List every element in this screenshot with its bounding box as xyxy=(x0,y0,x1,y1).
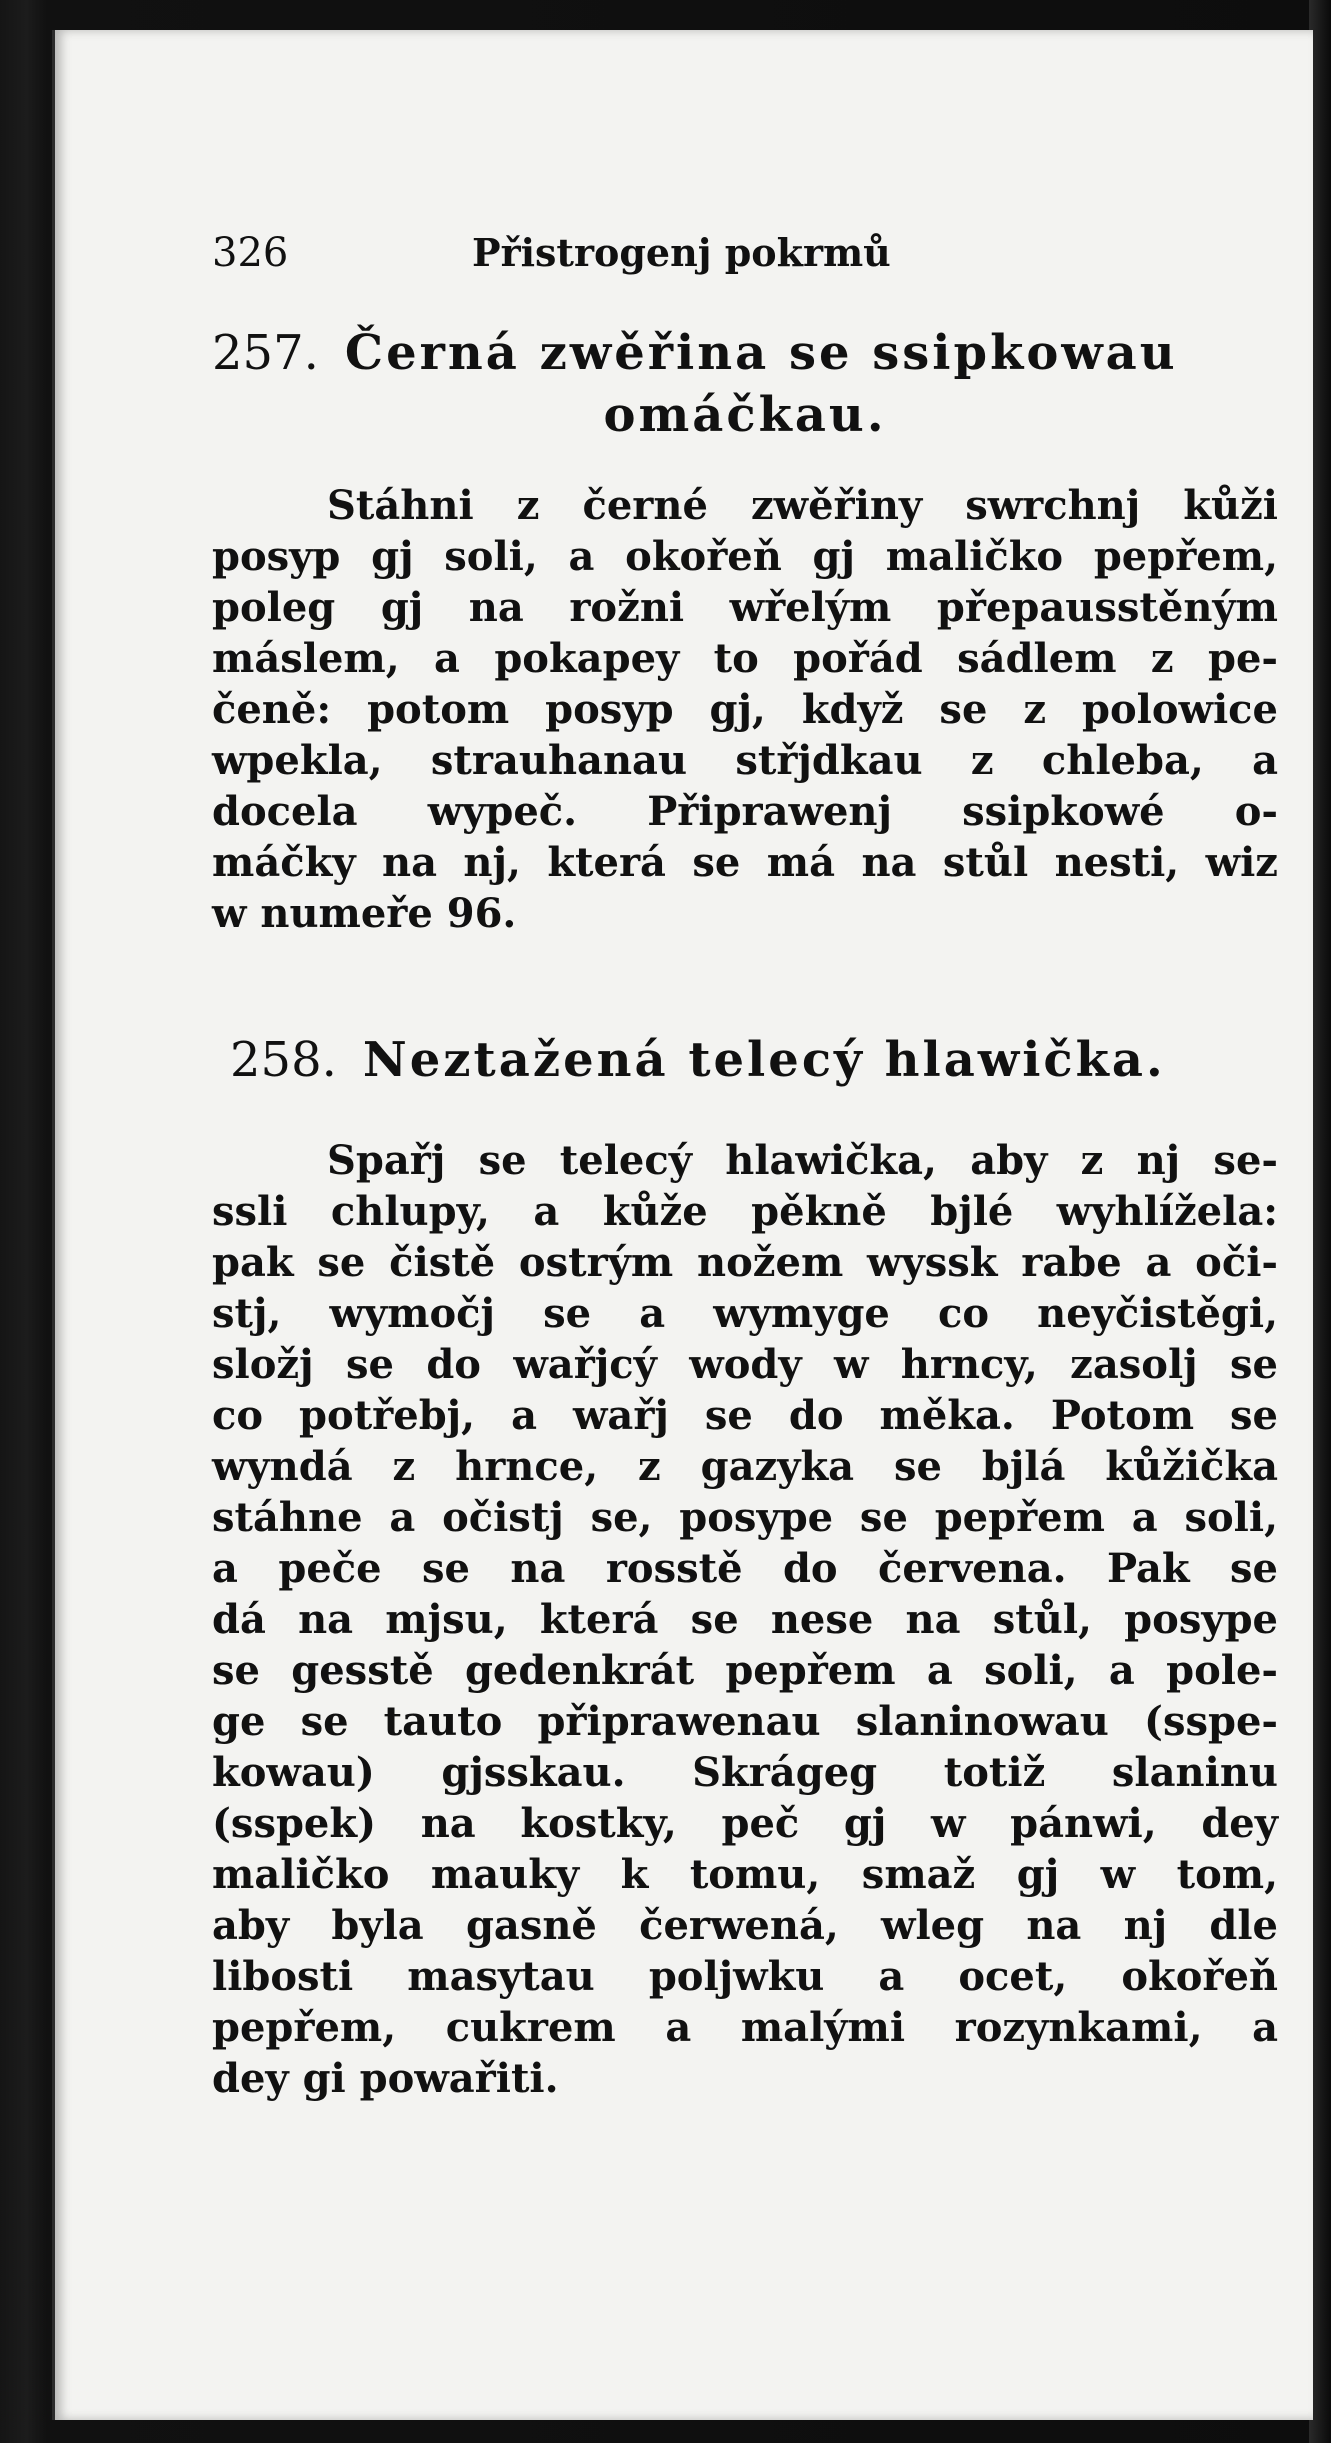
text-line: (sspek) na kostky, peč gj w pánwi, dey xyxy=(212,1800,1278,1847)
text-line: máčky na nj, která se má na stůl nesti, wiz xyxy=(212,839,1278,886)
text-line: maličko mauky k tomu, smaž gj w tom, xyxy=(212,1851,1278,1898)
text-line: Spařj se telecý hlawička, aby z nj se- xyxy=(327,1137,1278,1184)
text-line: kowau) gjsskau. Skrágeg totiž slaninu xyxy=(212,1749,1278,1796)
text-line: složj se do wařjcý wody w hrncy, zasolj se xyxy=(212,1341,1278,1388)
text-line: aby byla gasně čerwená, wleg na nj dle xyxy=(212,1902,1278,1949)
text-line: dey gi powařiti. xyxy=(212,2055,559,2102)
recipe-text-258 xyxy=(212,1135,1278,2104)
text-line: Stáhni z černé zwěřiny swrchnj kůži xyxy=(327,482,1278,529)
text-line: wpekla, strauhanau střjdkau z chleba, a xyxy=(212,737,1278,784)
recipe-number: 257. xyxy=(212,325,319,381)
text-line: se gesstě gedenkrát pepřem a soli, a pole- xyxy=(212,1647,1278,1694)
text-line: wyndá z hrnce, z gazyka se bjlá kůžička xyxy=(212,1443,1278,1490)
text-line: w numeře 96. xyxy=(212,890,517,937)
recipe-heading-257 xyxy=(212,322,1278,446)
recipe-title-continued: omáčkau. xyxy=(603,387,887,443)
text-line: libosti masytau poljwku a ocet, okořeň xyxy=(212,1953,1278,2000)
text-line: co potřebj, a wařj se do měka. Potom se xyxy=(212,1392,1278,1439)
recipe-number: 258. xyxy=(230,1032,337,1088)
text-line: stáhne a očistj se, posype se pepřem a soli, xyxy=(212,1494,1278,1541)
text-line: ge se tauto připrawenau slaninowau (sspe- xyxy=(212,1698,1278,1745)
book-page xyxy=(52,30,1313,2420)
text-line: a peče se na rosstě do červena. Pak se xyxy=(212,1545,1278,1592)
page-number: 326 xyxy=(212,230,289,276)
recipe-text-257 xyxy=(212,480,1278,939)
text-line: pak se čistě ostrým nožem wyssk rabe a oči- xyxy=(212,1239,1278,1286)
text-line: poleg gj na rožni wřelým přepausstěným xyxy=(212,584,1278,631)
text-line: stj, wymočj se a wymyge co neyčistěgi, xyxy=(212,1290,1278,1337)
running-title: Přistrogenj pokrmů xyxy=(472,230,891,275)
recipe-heading-258 xyxy=(212,1029,1278,1091)
text-line: docela wypeč. Připrawenj ssipkowé o- xyxy=(212,788,1278,835)
text-line: posyp gj soli, a okořeň gj maličko pepřem, xyxy=(212,533,1278,580)
text-line: čeně: potom posyp gj, když se z polowice xyxy=(212,686,1278,733)
text-line: máslem, a pokapey to pořád sádlem z pe- xyxy=(212,635,1278,682)
recipe-title: Neztažená telecý hlawička. xyxy=(362,1032,1166,1088)
recipe-title: Černá zwěřina se ssipkowau xyxy=(344,325,1178,381)
text-line: dá na mjsu, která se nese na stůl, posype xyxy=(212,1596,1278,1643)
page-content xyxy=(212,230,1278,2104)
text-line: ssli chlupy, a kůže pěkně bjlé wyhlížela: xyxy=(212,1188,1278,1235)
running-head xyxy=(212,230,1278,310)
text-line: pepřem, cukrem a malými rozynkami, a xyxy=(212,2004,1278,2051)
